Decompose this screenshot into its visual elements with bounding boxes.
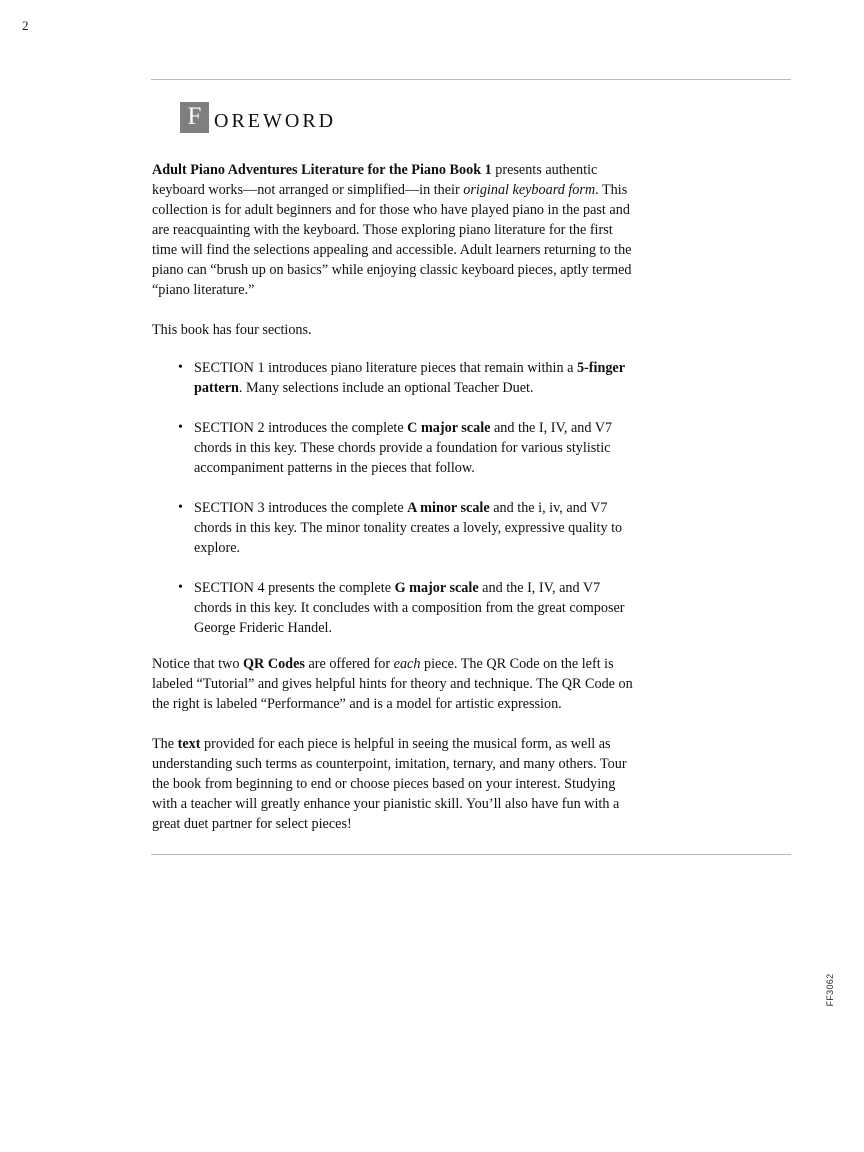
foreword-body <box>152 160 634 854</box>
bullet-icon: • <box>178 360 183 375</box>
page-title <box>180 100 336 133</box>
page-number: 2 <box>22 18 29 33</box>
bullet-icon: • <box>178 580 183 595</box>
list-item <box>152 578 634 638</box>
list-item-text: SECTION 4 presents the complete G major scale and the I, IV, and V7 chords in this key. It concludes with a composition from the great composer George Frideric Handel. <box>194 580 625 636</box>
dropcap-letter: F <box>180 102 209 133</box>
qr-codes-paragraph: Notice that two QR Codes are offered for each piece. The QR Code on the left is labeled “Tutorial” and gives helpful hints for theory and technique. The QR Code on the right is labeled “Performance” and is a model for artistic expression. <box>152 656 633 712</box>
list-item-text: SECTION 1 introduces piano literature pieces that remain within a 5-finger pattern. Many selections include an optional Teacher Duet. <box>194 360 625 396</box>
bullet-icon: • <box>178 500 183 515</box>
list-item-text: SECTION 3 introduces the complete A minor scale and the i, iv, and V7 chords in this key. The minor tonality creates a lovely, expressive quality to explore. <box>194 500 623 556</box>
sections-lead-paragraph: This book has four sections. <box>152 322 312 338</box>
section-list <box>152 358 634 638</box>
catalog-code-text: FF3062 <box>825 973 835 1007</box>
list-item <box>152 418 634 478</box>
list-item <box>152 498 634 558</box>
list-item-text: SECTION 2 introduces the complete C major scale and the I, IV, and V7 chords in this key. These chords provide a foundation for various stylistic accompaniment patterns in the pieces that follow. <box>194 420 613 476</box>
text-note-paragraph: The text provided for each piece is helpful in seeing the musical form, as well as understanding such terms as counterpoint, imitation, ternary, and many others. Tour the book from beginning to end or choose pieces based on your interest. Studying with a teacher will greatly enhance your pianistic skill. You’ll also have fun with a great duet partner for select pieces! <box>152 736 627 832</box>
page-title-text: OREWORD <box>214 110 337 132</box>
catalog-code <box>823 960 837 1020</box>
header-divider <box>151 79 791 80</box>
bullet-icon: • <box>178 420 183 435</box>
intro-paragraph: Adult Piano Adventures Literature for the Piano Book 1 presents authentic keyboard works—not arranged or simplified—in their original keyboard form. This collection is for adult beginners and for those who have played piano in the past and are reacquainting with the keyboard. Those exploring piano literature for the first time will find the selections appealing and accessible. Adult learners returning to the piano can “brush up on basics” while enjoying classic keyboard pieces, aptly termed “piano literature.” <box>152 162 632 298</box>
footer-divider <box>151 854 791 855</box>
list-item <box>152 358 634 398</box>
